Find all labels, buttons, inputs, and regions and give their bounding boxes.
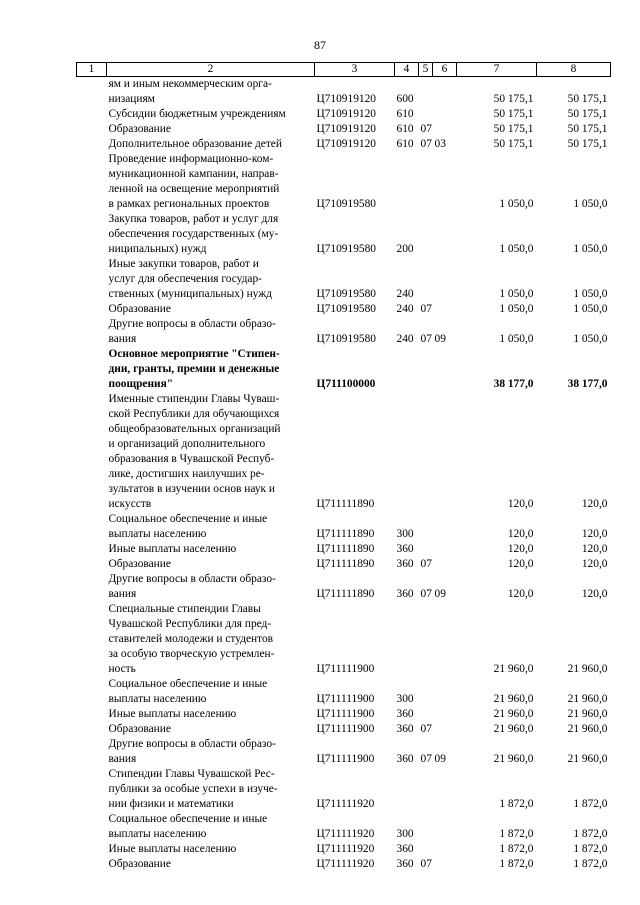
row-index-cell bbox=[77, 392, 107, 512]
amount-cell: 50 175,1 bbox=[567, 123, 608, 135]
amount-cell: 50 175,1 bbox=[567, 108, 608, 120]
table-row bbox=[77, 767, 611, 812]
table-row bbox=[77, 677, 611, 707]
row-name-cell bbox=[107, 317, 315, 347]
expense-type-code-cell: 300 bbox=[396, 828, 414, 840]
section-code-cell bbox=[419, 392, 433, 512]
row-name-line: общеобразовательных организаций bbox=[108, 423, 281, 435]
subsection-code-cell bbox=[433, 107, 457, 122]
row-name-line: Социальное обеспечение и иные bbox=[108, 678, 268, 690]
amount-cell: 21 960,0 bbox=[567, 753, 608, 765]
amount-cell: 21 960,0 bbox=[567, 723, 608, 735]
header-cell: 2 bbox=[107, 63, 315, 77]
section-code-cell bbox=[419, 842, 433, 857]
expense-type-code-cell: 240 bbox=[396, 288, 414, 300]
row-name-line: Образование bbox=[108, 123, 171, 135]
amount-cell: 1 872,0 bbox=[573, 843, 608, 855]
expense-type-code-cell: 610 bbox=[396, 108, 414, 120]
row-name-line: образования в Чувашской Респуб- bbox=[108, 453, 275, 465]
row-name-line: вания bbox=[108, 333, 137, 345]
amount-cell: 1 872,0 bbox=[573, 798, 608, 810]
amount-cell: 1 872,0 bbox=[499, 843, 534, 855]
header-cell: 5 bbox=[419, 63, 433, 77]
row-name-line: вания bbox=[108, 753, 137, 765]
section-code-cell bbox=[419, 512, 433, 542]
row-index-cell bbox=[77, 302, 107, 317]
row-name-cell bbox=[107, 767, 315, 812]
row-name-line: Иные выплаты населению bbox=[108, 708, 237, 720]
target-article-code-cell: Ц711100000 bbox=[316, 378, 376, 390]
row-index-cell bbox=[77, 257, 107, 302]
section-code-cell: 07 bbox=[420, 123, 432, 135]
amount-cell: 21 960,0 bbox=[493, 663, 534, 675]
row-index-cell bbox=[77, 542, 107, 557]
row-name-line: Именные стипендии Главы Чуваш- bbox=[108, 393, 280, 405]
row-name-line: Основное мероприятие "Стипен- bbox=[108, 348, 280, 360]
row-name-line: Другие вопросы в области образо- bbox=[108, 573, 276, 585]
target-article-code-cell: Ц710919120 bbox=[316, 123, 376, 135]
row-index-cell bbox=[77, 767, 107, 812]
row-name-cell bbox=[107, 602, 315, 677]
row-name-cell bbox=[107, 677, 315, 707]
row-name-cell bbox=[107, 107, 315, 122]
subsection-code-cell bbox=[433, 512, 457, 542]
table-row bbox=[77, 602, 611, 677]
expense-type-code-cell: 200 bbox=[396, 243, 414, 255]
section-code-cell bbox=[419, 257, 433, 302]
amount-cell: 1 050,0 bbox=[499, 333, 534, 345]
table-row bbox=[77, 317, 611, 347]
row-index-cell bbox=[77, 317, 107, 347]
row-name-line: Социальное обеспечение и иные bbox=[108, 813, 268, 825]
subsection-code-cell bbox=[433, 392, 457, 512]
row-index-cell bbox=[77, 512, 107, 542]
table-row bbox=[77, 137, 611, 152]
section-code-cell bbox=[419, 767, 433, 812]
target-article-code-cell: Ц710919120 bbox=[316, 93, 376, 105]
table-row bbox=[77, 257, 611, 302]
expense-type-code-cell: 360 bbox=[396, 858, 414, 870]
table-row bbox=[77, 392, 611, 512]
row-name-line: ниципальных) нужд bbox=[108, 243, 207, 255]
row-name-cell bbox=[107, 557, 315, 572]
section-code-cell: 07 bbox=[420, 858, 432, 870]
table-row bbox=[77, 542, 611, 557]
row-name-line: муникационной кампании, направ- bbox=[108, 168, 279, 180]
row-name-cell bbox=[107, 737, 315, 767]
subsection-code-cell bbox=[433, 122, 457, 137]
row-name-line: и организаций дополнительного bbox=[108, 438, 266, 450]
row-name-cell bbox=[107, 152, 315, 212]
row-name-line: Другие вопросы в области образо- bbox=[108, 738, 276, 750]
amount-cell: 21 960,0 bbox=[493, 693, 534, 705]
row-name-line: выплаты населению bbox=[108, 828, 207, 840]
row-name-cell bbox=[107, 347, 315, 392]
row-name-line: Проведение информационно-ком- bbox=[108, 153, 274, 165]
budget-table bbox=[76, 62, 611, 872]
section-code-cell: 07 bbox=[420, 303, 432, 315]
amount-cell: 1 050,0 bbox=[499, 243, 534, 255]
section-code-cell bbox=[419, 677, 433, 707]
target-article-code-cell: Ц710919580 bbox=[316, 198, 376, 210]
row-name-line: ям и иным некоммерческим орга- bbox=[108, 78, 272, 90]
expense-type-code-cell bbox=[395, 347, 419, 392]
amount-cell: 120,0 bbox=[507, 498, 534, 510]
row-name-line: за особую творческую устремлен- bbox=[108, 648, 275, 660]
row-name-cell bbox=[107, 842, 315, 857]
amount-cell: 21 960,0 bbox=[493, 753, 534, 765]
expense-type-code-cell: 300 bbox=[396, 528, 414, 540]
expense-type-code-cell: 360 bbox=[396, 708, 414, 720]
table-row bbox=[77, 122, 611, 137]
header-cell: 8 bbox=[537, 63, 611, 77]
row-name-cell bbox=[107, 857, 315, 872]
section-code-cell bbox=[419, 107, 433, 122]
row-name-cell bbox=[107, 572, 315, 602]
amount-cell: 1 872,0 bbox=[499, 798, 534, 810]
row-name-cell bbox=[107, 722, 315, 737]
section-code-cell bbox=[419, 542, 433, 557]
subsection-code-cell: 09 bbox=[434, 753, 446, 765]
expense-type-code-cell: 360 bbox=[396, 843, 414, 855]
target-article-code-cell: Ц710919580 bbox=[316, 303, 376, 315]
row-name-cell bbox=[107, 512, 315, 542]
amount-cell: 21 960,0 bbox=[567, 708, 608, 720]
row-name-line: услуг для обеспечения государ- bbox=[108, 273, 262, 285]
subsection-code-cell bbox=[433, 302, 457, 317]
amount-cell: 1 050,0 bbox=[573, 198, 608, 210]
target-article-code-cell: Ц711111900 bbox=[316, 708, 375, 720]
row-index-cell bbox=[77, 722, 107, 737]
section-code-cell bbox=[419, 347, 433, 392]
table-row bbox=[77, 212, 611, 257]
table-row bbox=[77, 107, 611, 122]
row-name-line: Стипендии Главы Чувашской Рес- bbox=[108, 768, 275, 780]
amount-cell: 21 960,0 bbox=[567, 663, 608, 675]
section-code-cell: 07 bbox=[420, 753, 432, 765]
amount-cell: 50 175,1 bbox=[493, 123, 534, 135]
subsection-code-cell bbox=[433, 677, 457, 707]
row-index-cell bbox=[77, 557, 107, 572]
subsection-code-cell bbox=[433, 77, 457, 108]
subsection-code-cell: 09 bbox=[434, 588, 446, 600]
expense-type-code-cell: 360 bbox=[396, 753, 414, 765]
row-name-line: дии, гранты, премии и денежные bbox=[108, 363, 280, 375]
row-name-cell bbox=[107, 212, 315, 257]
subsection-code-cell bbox=[433, 557, 457, 572]
row-name-line: ственных (муниципальных) нужд bbox=[108, 288, 272, 300]
table-row bbox=[77, 347, 611, 392]
row-name-line: Социальное обеспечение и иные bbox=[108, 513, 268, 525]
row-name-line: низациям bbox=[108, 93, 155, 105]
target-article-code-cell: Ц711111920 bbox=[316, 843, 375, 855]
target-article-code-cell: Ц710919580 bbox=[316, 243, 376, 255]
amount-cell: 1 050,0 bbox=[573, 303, 608, 315]
expense-type-code-cell: 360 bbox=[396, 723, 414, 735]
target-article-code-cell: Ц710919580 bbox=[316, 288, 376, 300]
subsection-code-cell bbox=[433, 767, 457, 812]
row-name-line: зультатов в изучении основ наук и bbox=[108, 483, 276, 495]
table-body bbox=[77, 77, 611, 873]
row-name-line: ставителей молодежи и студентов bbox=[108, 633, 274, 645]
expense-type-code-cell: 360 bbox=[396, 558, 414, 570]
row-name-line: Специальные стипендии Главы bbox=[108, 603, 261, 615]
row-index-cell bbox=[77, 857, 107, 872]
row-index-cell bbox=[77, 707, 107, 722]
table-row bbox=[77, 722, 611, 737]
header-cell: 1 bbox=[77, 63, 107, 77]
expense-type-code-cell: 610 bbox=[396, 123, 414, 135]
table-row bbox=[77, 707, 611, 722]
header-cell: 6 bbox=[433, 63, 457, 77]
target-article-code-cell: Ц711111900 bbox=[316, 663, 375, 675]
target-article-code-cell: Ц711111900 bbox=[316, 723, 375, 735]
row-name-line: ность bbox=[108, 663, 136, 675]
amount-cell: 1 872,0 bbox=[499, 828, 534, 840]
amount-cell: 1 050,0 bbox=[573, 333, 608, 345]
target-article-code-cell: Ц711111900 bbox=[316, 693, 375, 705]
section-code-cell bbox=[419, 77, 433, 108]
subsection-code-cell bbox=[433, 722, 457, 737]
subsection-code-cell bbox=[433, 812, 457, 842]
target-article-code-cell: Ц711111890 bbox=[316, 588, 375, 600]
amount-cell: 38 177,0 bbox=[567, 378, 608, 390]
section-code-cell: 07 bbox=[420, 723, 432, 735]
amount-cell: 50 175,1 bbox=[567, 138, 608, 150]
row-name-line: обеспечения государственных (му- bbox=[108, 228, 279, 240]
table-row bbox=[77, 512, 611, 542]
subsection-code-cell bbox=[433, 602, 457, 677]
table-row bbox=[77, 737, 611, 767]
amount-cell: 120,0 bbox=[581, 543, 608, 555]
target-article-code-cell: Ц711111900 bbox=[316, 753, 375, 765]
target-article-code-cell: Ц711111920 bbox=[316, 828, 375, 840]
target-article-code-cell: Ц710919580 bbox=[316, 333, 376, 345]
table-row bbox=[77, 572, 611, 602]
expense-type-code-cell: 240 bbox=[396, 333, 414, 345]
target-article-code-cell: Ц711111890 bbox=[316, 528, 375, 540]
table-row bbox=[77, 77, 611, 108]
row-name-line: в рамках региональных проектов bbox=[108, 198, 270, 210]
amount-cell: 1 872,0 bbox=[499, 858, 534, 870]
row-name-line: Образование bbox=[108, 723, 171, 735]
row-name-cell bbox=[107, 812, 315, 842]
expense-type-code-cell bbox=[395, 392, 419, 512]
row-index-cell bbox=[77, 137, 107, 152]
section-code-cell: 07 bbox=[420, 138, 432, 150]
section-code-cell: 07 bbox=[420, 333, 432, 345]
target-article-code-cell: Ц710919120 bbox=[316, 108, 376, 120]
section-code-cell: 07 bbox=[420, 558, 432, 570]
expense-type-code-cell: 300 bbox=[396, 693, 414, 705]
amount-cell: 21 960,0 bbox=[493, 723, 534, 735]
row-name-line: Иные закупки товаров, работ и bbox=[108, 258, 259, 270]
row-index-cell bbox=[77, 677, 107, 707]
section-code-cell bbox=[419, 152, 433, 212]
row-name-line: ленной на освещение мероприятий bbox=[108, 183, 280, 195]
row-name-line: вания bbox=[108, 588, 137, 600]
row-name-line: выплаты населению bbox=[108, 693, 207, 705]
page-number: 87 bbox=[314, 38, 326, 52]
amount-cell: 1 050,0 bbox=[573, 288, 608, 300]
row-name-line: искусств bbox=[108, 498, 152, 510]
expense-type-code-cell: 610 bbox=[396, 138, 414, 150]
amount-cell: 120,0 bbox=[581, 558, 608, 570]
row-name-line: Образование bbox=[108, 858, 171, 870]
header-cell: 4 bbox=[395, 63, 419, 77]
row-index-cell bbox=[77, 77, 107, 108]
row-name-line: Субсидии бюджетным учреждениям bbox=[108, 108, 286, 120]
row-name-line: Закупка товаров, работ и услуг для bbox=[108, 213, 279, 225]
expense-type-code-cell bbox=[395, 602, 419, 677]
section-code-cell bbox=[419, 812, 433, 842]
row-name-line: выплаты населению bbox=[108, 528, 207, 540]
amount-cell: 50 175,1 bbox=[493, 138, 534, 150]
row-name-cell bbox=[107, 257, 315, 302]
row-name-line: публики за особые успехи в изуче- bbox=[108, 783, 278, 795]
subsection-code-cell: 09 bbox=[434, 333, 446, 345]
expense-type-code-cell: 600 bbox=[396, 93, 414, 105]
section-code-cell bbox=[419, 707, 433, 722]
target-article-code-cell: Ц711111890 bbox=[316, 543, 375, 555]
header-cell: 7 bbox=[457, 63, 537, 77]
row-name-line: Дополнительное образование детей bbox=[108, 138, 282, 150]
subsection-code-cell bbox=[433, 842, 457, 857]
target-article-code-cell: Ц711111890 bbox=[316, 498, 375, 510]
amount-cell: 50 175,1 bbox=[567, 93, 608, 105]
row-index-cell bbox=[77, 152, 107, 212]
section-code-cell: 07 bbox=[420, 588, 432, 600]
table-row bbox=[77, 812, 611, 842]
target-article-code-cell: Ц711111920 bbox=[316, 798, 375, 810]
amount-cell: 1 050,0 bbox=[499, 288, 534, 300]
row-index-cell bbox=[77, 737, 107, 767]
row-name-cell bbox=[107, 707, 315, 722]
table-row bbox=[77, 152, 611, 212]
amount-cell: 50 175,1 bbox=[493, 108, 534, 120]
amount-cell: 120,0 bbox=[507, 588, 534, 600]
row-index-cell bbox=[77, 347, 107, 392]
row-name-line: Иные выплаты населению bbox=[108, 543, 237, 555]
amount-cell: 120,0 bbox=[581, 528, 608, 540]
amount-cell: 38 177,0 bbox=[493, 378, 534, 390]
header-cell: 3 bbox=[315, 63, 395, 77]
row-name-cell bbox=[107, 392, 315, 512]
table-row bbox=[77, 857, 611, 872]
row-name-line: лике, достигших наилучших ре- bbox=[108, 468, 265, 480]
amount-cell: 21 960,0 bbox=[493, 708, 534, 720]
target-article-code-cell: Ц710919120 bbox=[316, 138, 376, 150]
target-article-code-cell: Ц711111890 bbox=[316, 558, 375, 570]
amount-cell: 1 872,0 bbox=[573, 858, 608, 870]
amount-cell: 1 872,0 bbox=[573, 828, 608, 840]
row-name-cell bbox=[107, 77, 315, 108]
amount-cell: 50 175,1 bbox=[493, 93, 534, 105]
subsection-code-cell bbox=[433, 707, 457, 722]
row-index-cell bbox=[77, 602, 107, 677]
row-name-cell bbox=[107, 122, 315, 137]
subsection-code-cell bbox=[433, 857, 457, 872]
row-index-cell bbox=[77, 572, 107, 602]
amount-cell: 1 050,0 bbox=[573, 243, 608, 255]
row-name-cell bbox=[107, 302, 315, 317]
expense-type-code-cell: 360 bbox=[396, 543, 414, 555]
row-name-line: Другие вопросы в области образо- bbox=[108, 318, 276, 330]
table-row bbox=[77, 302, 611, 317]
row-index-cell bbox=[77, 122, 107, 137]
row-name-line: поощрения" bbox=[108, 378, 174, 390]
amount-cell: 1 050,0 bbox=[499, 198, 534, 210]
row-name-line: Чувашской Республики для пред- bbox=[108, 618, 272, 630]
row-name-line: Иные выплаты населению bbox=[108, 843, 237, 855]
amount-cell: 120,0 bbox=[507, 543, 534, 555]
subsection-code-cell bbox=[433, 257, 457, 302]
amount-cell: 21 960,0 bbox=[567, 693, 608, 705]
section-code-cell bbox=[419, 602, 433, 677]
amount-cell: 120,0 bbox=[507, 528, 534, 540]
row-index-cell bbox=[77, 212, 107, 257]
row-name-line: ской Республики для обучающихся bbox=[108, 408, 280, 420]
row-name-line: нии физики и математики bbox=[108, 798, 234, 810]
amount-cell: 120,0 bbox=[581, 498, 608, 510]
row-name-cell bbox=[107, 542, 315, 557]
amount-cell: 120,0 bbox=[581, 588, 608, 600]
row-name-line: Образование bbox=[108, 303, 171, 315]
table-row bbox=[77, 842, 611, 857]
expense-type-code-cell: 240 bbox=[396, 303, 414, 315]
row-index-cell bbox=[77, 812, 107, 842]
amount-cell: 120,0 bbox=[507, 558, 534, 570]
subsection-code-cell bbox=[433, 152, 457, 212]
row-index-cell bbox=[77, 842, 107, 857]
table-header-row bbox=[77, 63, 611, 77]
target-article-code-cell: Ц711111920 bbox=[316, 858, 375, 870]
amount-cell: 1 050,0 bbox=[499, 303, 534, 315]
table-row bbox=[77, 557, 611, 572]
expense-type-code-cell: 360 bbox=[396, 588, 414, 600]
subsection-code-cell bbox=[433, 347, 457, 392]
row-index-cell bbox=[77, 107, 107, 122]
row-name-line: Образование bbox=[108, 558, 171, 570]
section-code-cell bbox=[419, 212, 433, 257]
subsection-code-cell bbox=[433, 542, 457, 557]
row-name-cell bbox=[107, 137, 315, 152]
subsection-code-cell: 03 bbox=[434, 138, 446, 150]
expense-type-code-cell bbox=[395, 152, 419, 212]
subsection-code-cell bbox=[433, 212, 457, 257]
expense-type-code-cell bbox=[395, 767, 419, 812]
